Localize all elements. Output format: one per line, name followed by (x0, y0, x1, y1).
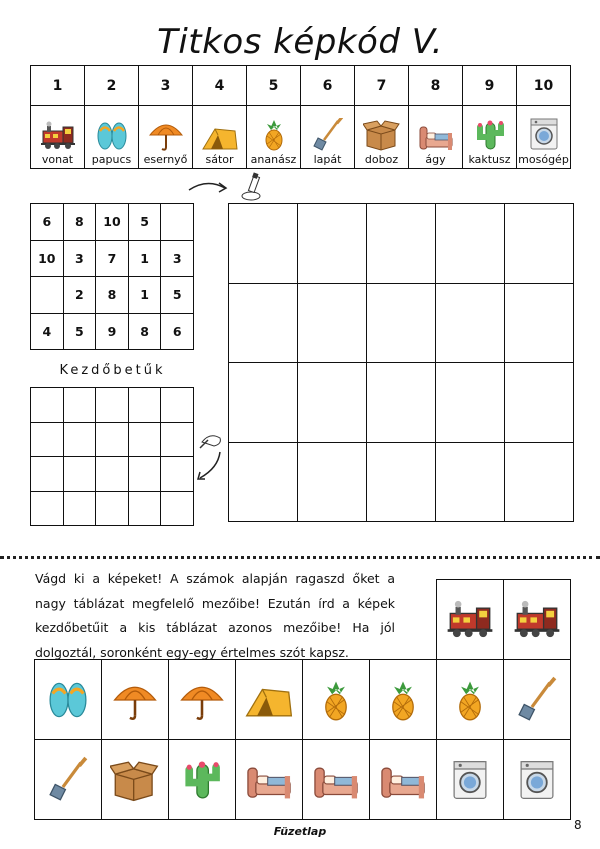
initial-cell[interactable] (96, 491, 129, 526)
code-cell: 5 (63, 313, 96, 350)
box-icon (110, 757, 160, 803)
picture-cell[interactable] (367, 442, 436, 522)
code-cell: 1 (128, 240, 161, 277)
train-icon (512, 600, 562, 640)
picture-cell[interactable] (505, 442, 574, 522)
cutout-piece[interactable] (303, 660, 370, 740)
legend-number: 8 (409, 66, 463, 106)
cutout-piece[interactable] (437, 580, 504, 660)
code-cell: 8 (96, 277, 129, 314)
picture-cell[interactable] (298, 283, 367, 363)
box-icon (363, 118, 401, 151)
tent-icon (201, 123, 239, 151)
code-cell: 8 (128, 313, 161, 350)
cutout-pieces (34, 579, 571, 820)
picture-cell[interactable] (436, 204, 505, 284)
shovel-icon (514, 675, 560, 725)
legend-number: 10 (517, 66, 571, 106)
train-icon (39, 121, 77, 151)
legend-number-row (31, 66, 571, 106)
train-icon (445, 600, 495, 640)
footer-label: Füzetlap (273, 825, 327, 838)
bed-icon (244, 759, 294, 801)
initial-cell[interactable] (96, 422, 129, 457)
initial-cell[interactable] (128, 422, 161, 457)
cutout-piece[interactable] (370, 740, 437, 820)
picture-grid (228, 203, 574, 522)
pencil-arrow-decoration (192, 428, 228, 484)
code-row (31, 313, 194, 350)
legend-cell (517, 106, 571, 169)
picture-cell[interactable] (229, 283, 298, 363)
initial-cell[interactable] (161, 491, 194, 526)
cutout-piece[interactable] (236, 660, 303, 740)
legend-number: 4 (193, 66, 247, 106)
cutout-piece[interactable] (35, 740, 102, 820)
picture-cell[interactable] (229, 363, 298, 443)
code-cell: 1 (128, 277, 161, 314)
picture-cell[interactable] (436, 442, 505, 522)
initial-cell[interactable] (96, 457, 129, 492)
initial-cell[interactable] (128, 457, 161, 492)
initial-cell[interactable] (63, 491, 96, 526)
pineapple-icon (447, 675, 493, 725)
initial-cell[interactable] (31, 457, 64, 492)
legend-word: ágy (425, 153, 446, 166)
legend-cell (355, 106, 409, 169)
umbrella-icon (112, 677, 158, 723)
picture-cell[interactable] (367, 204, 436, 284)
code-cell: 3 (161, 240, 194, 277)
tent-icon (244, 680, 294, 720)
legend-number: 6 (301, 66, 355, 106)
code-row (31, 277, 194, 314)
code-cell: 10 (96, 204, 129, 241)
picture-cell[interactable] (436, 363, 505, 443)
cutout-piece[interactable] (236, 740, 303, 820)
picture-cell[interactable] (298, 442, 367, 522)
cutout-piece[interactable] (102, 660, 169, 740)
picture-cell[interactable] (505, 283, 574, 363)
instructions-text: Vágd ki a képeket! A számok alapján ragaszd őket a nagy táblázat megfelelő mezőibe! Ezután írd a képek kezdőbetűit a kis táblázat azonos mezőibe! Ha jól dolgoztál, soronként egy-egy értelmes szót kapsz. (35, 571, 395, 660)
legend-word: vonat (41, 153, 74, 166)
legend-picture-row (31, 106, 571, 169)
initial-cell[interactable] (161, 457, 194, 492)
page-number: 8 (574, 818, 582, 832)
legend-table (30, 65, 571, 169)
cutout-piece[interactable] (504, 740, 571, 820)
bed-icon (311, 759, 361, 801)
bed-icon (378, 759, 428, 801)
picture-cell[interactable] (367, 283, 436, 363)
initial-cell[interactable] (161, 422, 194, 457)
legend-cell (247, 106, 301, 169)
initial-cell[interactable] (63, 457, 96, 492)
code-cell: 6 (31, 204, 64, 241)
initial-cell[interactable] (96, 388, 129, 423)
number-code-grid (30, 203, 194, 350)
initial-cell[interactable] (161, 388, 194, 423)
glue-stick-icon (242, 172, 260, 200)
cutout-piece[interactable] (102, 740, 169, 820)
cut-line (0, 556, 600, 559)
code-cell (161, 204, 194, 241)
initial-cell[interactable] (31, 388, 64, 423)
legend-number: 9 (463, 66, 517, 106)
code-cell: 6 (161, 313, 194, 350)
flip-flops-icon (45, 675, 91, 725)
legend-cell (85, 106, 139, 169)
initial-cell[interactable] (128, 388, 161, 423)
legend-word: papucs (91, 153, 132, 166)
pineapple-icon (313, 675, 359, 725)
flip-flops-icon (94, 121, 130, 151)
cutout-piece[interactable] (504, 660, 571, 740)
legend-number: 5 (247, 66, 301, 106)
legend-word: esernyő (143, 153, 188, 166)
legend-word: sátor (205, 153, 234, 166)
legend-number: 2 (85, 66, 139, 106)
picture-cell[interactable] (298, 363, 367, 443)
washing-machine-icon (515, 757, 559, 803)
legend-word: kaktusz (468, 153, 511, 166)
legend-cell (301, 106, 355, 169)
code-cell: 3 (63, 240, 96, 277)
cutout-piece[interactable] (169, 740, 236, 820)
legend-cell (31, 106, 85, 169)
code-row (31, 204, 194, 241)
pineapple-icon (380, 675, 426, 725)
legend-cell (139, 106, 193, 169)
code-row (31, 240, 194, 277)
legend-word: mosógép (518, 153, 569, 166)
initial-cell[interactable] (63, 388, 96, 423)
legend-number: 1 (31, 66, 85, 106)
initial-cell[interactable] (31, 422, 64, 457)
cutout-piece[interactable] (437, 740, 504, 820)
cutout-piece[interactable] (437, 660, 504, 740)
legend-number: 3 (139, 66, 193, 106)
legend-cell (409, 106, 463, 169)
cutout-piece[interactable] (504, 580, 571, 660)
pencil-hand-icon (200, 436, 220, 448)
cutout-piece[interactable] (370, 660, 437, 740)
pineapple-icon (256, 118, 292, 151)
picture-cell[interactable] (436, 283, 505, 363)
cutout-piece[interactable] (303, 740, 370, 820)
picture-cell[interactable] (298, 204, 367, 284)
cutout-piece[interactable] (169, 660, 236, 740)
legend-cell (463, 106, 517, 169)
page-title: Titkos képkód V. (157, 22, 443, 62)
picture-cell[interactable] (229, 204, 298, 284)
code-cell: 5 (128, 204, 161, 241)
code-cell: 7 (96, 240, 129, 277)
code-cell: 9 (96, 313, 129, 350)
legend-word: doboz (364, 153, 399, 166)
initial-cell[interactable] (31, 491, 64, 526)
legend-word: lapát (313, 153, 342, 166)
code-cell: 5 (161, 277, 194, 314)
code-cell: 10 (31, 240, 64, 277)
washing-machine-icon (448, 757, 492, 803)
code-cell (31, 277, 64, 314)
code-cell: 2 (63, 277, 96, 314)
washing-machine-icon (526, 117, 562, 151)
code-cell: 8 (63, 204, 96, 241)
code-cell: 4 (31, 313, 64, 350)
legend-word: ananász (250, 153, 297, 166)
cutout-piece[interactable] (35, 660, 102, 740)
shovel-icon (310, 118, 346, 151)
picture-cell[interactable] (505, 363, 574, 443)
bed-icon (417, 121, 455, 151)
picture-cell[interactable] (229, 442, 298, 522)
initial-cell[interactable] (63, 422, 96, 457)
legend-cell (193, 106, 247, 169)
umbrella-icon (148, 119, 184, 151)
picture-cell[interactable] (367, 363, 436, 443)
initials-grid (30, 387, 194, 526)
initials-label: Kezdőbetűk (59, 363, 166, 378)
cactus-icon (472, 119, 508, 151)
picture-cell[interactable] (505, 204, 574, 284)
cactus-icon (179, 755, 225, 805)
shovel-icon (45, 755, 91, 805)
legend-number: 7 (355, 66, 409, 106)
initial-cell[interactable] (128, 491, 161, 526)
umbrella-icon (179, 677, 225, 723)
